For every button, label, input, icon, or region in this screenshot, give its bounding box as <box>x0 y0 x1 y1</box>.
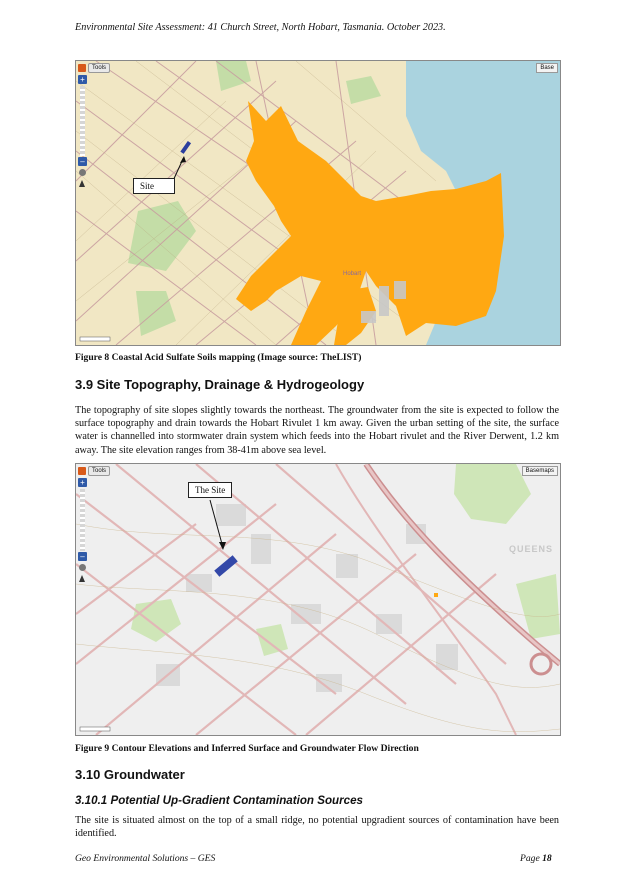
zoom-out-button[interactable]: – <box>78 552 87 561</box>
tools-icon[interactable] <box>78 467 86 475</box>
section-3-9-paragraph: The topography of site slopes slightly towards the northeast. The groundwater from the site is expected to follow the surface topography and drain towards the Hobart Rivulet 1 km away. Given the urban setting of the site, the surface water is channelled into stormwater drain system which feeds into the Hobart rivulet and the River Derwent, 1.2 km away. The site elevation ranges from 38-41m above sea level. <box>75 405 559 456</box>
zoom-slider[interactable] <box>80 86 85 156</box>
tools-button[interactable]: Tools <box>88 63 110 73</box>
section-3-9-heading: 3.9 Site Topography, Drainage & Hydrogeology <box>75 377 365 392</box>
acid-sulfate-soils-map[interactable] <box>75 60 561 346</box>
page-label: Page <box>520 853 540 864</box>
tools-button[interactable]: Tools <box>88 466 110 476</box>
zoom-slider[interactable] <box>80 489 85 551</box>
map-canvas-2 <box>76 464 560 735</box>
section-3-10-heading: 3.10 Groundwater <box>75 767 185 782</box>
section-3-10-1-heading: 3.10.1 Potential Up-Gradient Contamination Sources <box>75 794 363 807</box>
page-header: Environmental Site Assessment: 41 Church Street, North Hobart, Tasmania. October 2023. <box>75 22 446 33</box>
pegman-icon[interactable] <box>79 564 86 571</box>
map-canvas <box>76 61 560 345</box>
site-callout: The Site <box>188 482 232 498</box>
tools-icon[interactable] <box>78 64 86 72</box>
map2-toolbar <box>78 466 110 476</box>
zoom-in-button[interactable]: + <box>78 75 87 84</box>
section-3-10-1-paragraph: The site is situated almost on the top of a small ridge, no potential upgradient sources of contamination have been identified. <box>75 815 559 840</box>
figure-8-caption: Figure 8 Coastal Acid Sulfate Soils mapping (Image source: TheLIST) <box>75 352 362 363</box>
footer-left: Geo Environmental Solutions – GES <box>75 853 216 864</box>
footer-page <box>520 853 552 864</box>
site-callout: Site <box>133 178 175 194</box>
zoom-out-button[interactable]: – <box>78 157 87 166</box>
north-arrow-icon <box>79 575 85 582</box>
pegman-icon[interactable] <box>79 169 86 176</box>
basemaps-button[interactable]: Basemaps <box>522 466 558 476</box>
district-label-queens: QUEENS <box>509 544 554 554</box>
basemaps-button[interactable]: Base <box>536 63 558 73</box>
north-arrow-icon <box>79 180 85 187</box>
map-toolbar <box>78 63 110 73</box>
contour-elevation-map[interactable] <box>75 463 561 736</box>
place-label-hobart: Hobart <box>343 271 362 277</box>
zoom-in-button[interactable]: + <box>78 478 87 487</box>
page-number: 18 <box>542 853 552 864</box>
figure-9-caption: Figure 9 Contour Elevations and Inferred Surface and Groundwater Flow Direction <box>75 743 419 754</box>
